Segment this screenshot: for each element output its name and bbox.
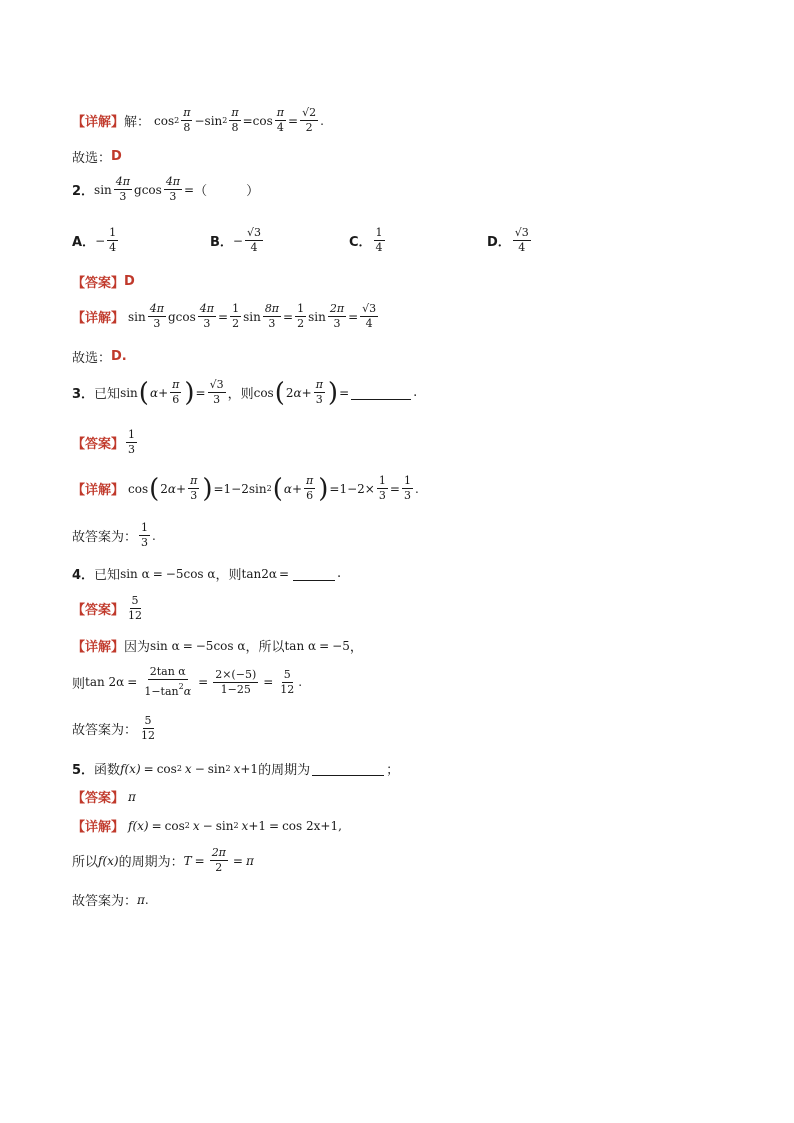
answer-2: 【答案】 D: [72, 274, 135, 291]
option-b[interactable]: B． − $\frac{√3}{4}$: [210, 226, 261, 254]
question-number: 2．: [72, 184, 95, 199]
answer-blank[interactable]: [293, 566, 335, 581]
final-answer-5: 故答案为： π .: [72, 892, 149, 909]
question-5: 5． 函数 f(x) = cos 2 x − sin 2 x +1 的周期为 ；: [72, 761, 400, 778]
options-row: [0, 226, 794, 260]
solution-1-line: 【详解】 解： cos 2 $\frac{\pi}{8}$ − sin 2 $\frac{\pi}{8}$ = cos $\frac{\pi}{4}$ = $\frac{√2}{2}$ .: [72, 106, 324, 134]
answer-blank[interactable]: [312, 761, 384, 776]
option-c[interactable]: C． $\frac{1}{4}$: [349, 226, 383, 254]
solution-2-line: 【详解】 sin $\frac{4\pi}{3}$ g cos $\frac{4\pi}{3}$ = $\frac{1}{2}$ sin $\frac{8\pi}{3}$ = $\frac{1}{2}$ sin $\frac{2\pi}{3}$ = $\frac{√3}{4}$: [72, 302, 377, 330]
answer-blank[interactable]: [351, 385, 411, 400]
solution-5-line-1: 【详解】 f(x) = cos 2 x − sin 2 x +1 = cos 2x+1 ,: [72, 818, 342, 835]
answer-4: 【答案】 $\frac{5}{12}$: [72, 594, 143, 622]
question-3: 3． 已知 sin ( α + $\frac{\pi}{6}$ ) = $\frac{√3}{3}$ ，则 cos ( 2 α + $\frac{\pi}{3}$ ) = .: [72, 377, 418, 408]
answer-5: 【答案】 π: [72, 789, 136, 806]
select-label: 故选：: [72, 151, 112, 166]
question-4: 4． 已知 sin α = −5cos α ，则 tan2α = .: [72, 566, 342, 583]
fraction: $\frac{\pi}{8}$: [231, 106, 239, 134]
fraction: $\frac{\pi}{8}$: [183, 106, 191, 134]
solution-4-line-2: 则 tan 2α = $\frac{\text{2tan α}}{1-\tan^2\alpha}$ = $\frac{2\times(-5)}{1-25}$ = $\frac{5}{12}$ .: [72, 665, 303, 698]
solution-prefix: 解：: [124, 115, 151, 130]
question-2: 2． sin $\frac{4\pi}{3}$ g cos $\frac{4\pi}{3}$ = （ ）: [72, 175, 260, 203]
select-line-1: [72, 147, 122, 166]
solution-4-line-1: 【详解】 因为 sin α = −5cos α ，所以 tan α = −5 ，: [72, 638, 363, 655]
solution-3-line: 【详解】 cos ( 2 α + $\frac{\pi}{3}$ ) = 1−2 sin 2 ( α + $\frac{\pi}{6}$ ) = 1−2× $\frac{1}{3}$ = $\frac{1}{3}$ .: [72, 473, 419, 504]
solution-5-line-2: 所以 f(x) 的周期为： T = $\frac{2\pi}{2}$ = π: [72, 846, 254, 874]
detail-tag: 【详解】: [72, 115, 125, 130]
fraction: $\frac{\pi}{4}$: [276, 106, 284, 134]
select-value: D: [111, 149, 122, 164]
option-d[interactable]: D． $\frac{√3}{4}$: [487, 226, 529, 254]
fraction: $\frac{√2}{2}$: [302, 106, 317, 134]
answer-3: 【答案】 $\frac{1}{3}$: [72, 428, 136, 456]
final-answer-3: 故答案为： $\frac{1}{3}$ .: [72, 521, 156, 549]
select-line-2: 故选： D.: [72, 349, 127, 366]
final-answer-4: 故答案为： $\frac{5}{12}$: [72, 714, 156, 742]
answer-paren: （ ）: [194, 184, 260, 199]
option-a[interactable]: A． − $\frac{1}{4}$: [72, 226, 117, 254]
